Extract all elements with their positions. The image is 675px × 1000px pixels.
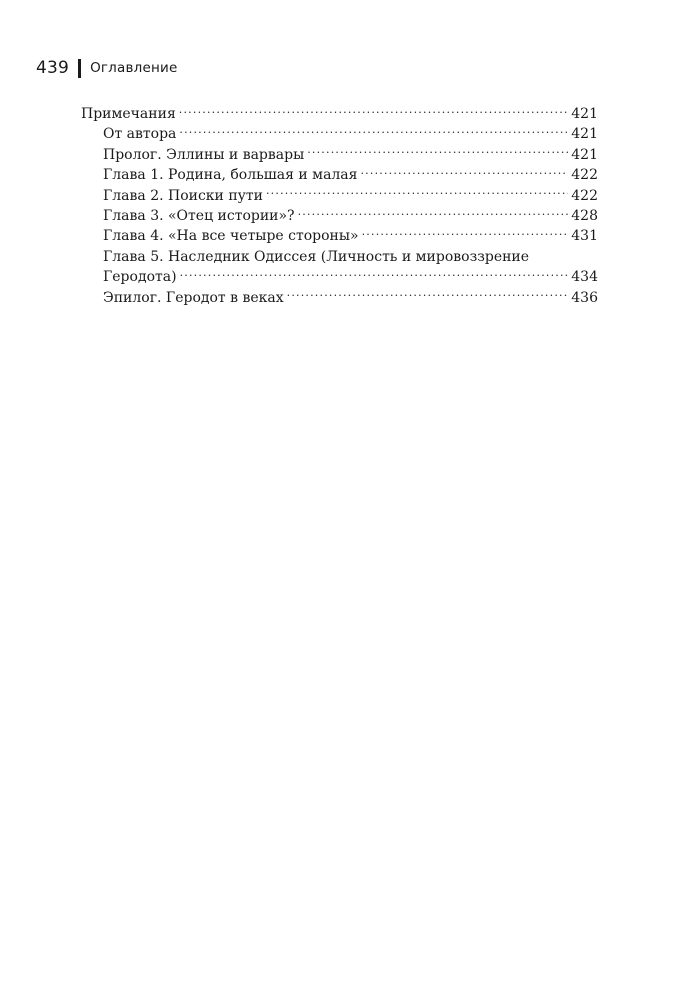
- toc-entry-page: 422: [571, 187, 598, 204]
- toc-leader-dots: [298, 206, 569, 220]
- toc-entry-title: Глава 3. «Отец истории»?: [103, 208, 295, 225]
- toc-leader-dots: [179, 124, 568, 138]
- toc-entry-title-line1: Глава 5. Наследник Одиссея (Личность и мировоззрение: [103, 248, 530, 265]
- toc-entry-title: Пролог. Эллины и варвары: [103, 146, 305, 163]
- toc-entry-page: 431: [571, 228, 598, 245]
- toc-entry-title-line2: Геродота): [103, 269, 177, 286]
- toc-entry-title: Эпилог. Геродот в веках: [103, 289, 284, 306]
- toc-leader-dots: [266, 186, 568, 200]
- toc-entry-page: 421: [571, 126, 598, 143]
- toc-entry-title: Глава 1. Родина, большая и малая: [103, 167, 358, 184]
- toc-entry-title: Примечания: [81, 106, 176, 122]
- header-divider: [78, 59, 81, 78]
- toc-entry[interactable]: [81, 288, 598, 308]
- page-number: 439: [36, 58, 70, 78]
- toc-entry[interactable]: [81, 186, 598, 206]
- toc-entry-title: Глава 2. Поиски пути: [103, 187, 263, 204]
- table-of-contents: [81, 104, 598, 308]
- toc-entry[interactable]: [81, 145, 598, 165]
- toc-entry-notes[interactable]: [81, 104, 598, 124]
- toc-leader-dots: [360, 165, 568, 179]
- toc-leader-dots: [287, 288, 569, 302]
- toc-entry-page: 421: [571, 106, 598, 122]
- toc-entry-wrapped[interactable]: [81, 247, 598, 288]
- toc-entry[interactable]: [81, 165, 598, 185]
- toc-entry-page: 422: [571, 167, 598, 184]
- toc-entry-continuation: [81, 267, 598, 287]
- toc-entry-page: 421: [571, 146, 598, 163]
- toc-entry-page: 436: [571, 289, 598, 306]
- section-title: Оглавление: [90, 60, 178, 76]
- toc-leader-dots: [180, 267, 569, 281]
- toc-entry-title: Глава 4. «На все четыре стороны»: [103, 228, 359, 245]
- toc-entry[interactable]: [81, 124, 598, 144]
- toc-entry-page: 434: [571, 269, 598, 286]
- toc-entry-title: От автора: [103, 126, 177, 143]
- toc-entry[interactable]: [81, 206, 598, 226]
- toc-leader-dots: [179, 104, 568, 118]
- toc-entry[interactable]: [81, 226, 598, 246]
- running-header: [36, 58, 177, 78]
- toc-leader-dots: [307, 145, 568, 159]
- toc-entry-page: 428: [571, 208, 598, 225]
- toc-leader-dots: [362, 226, 569, 240]
